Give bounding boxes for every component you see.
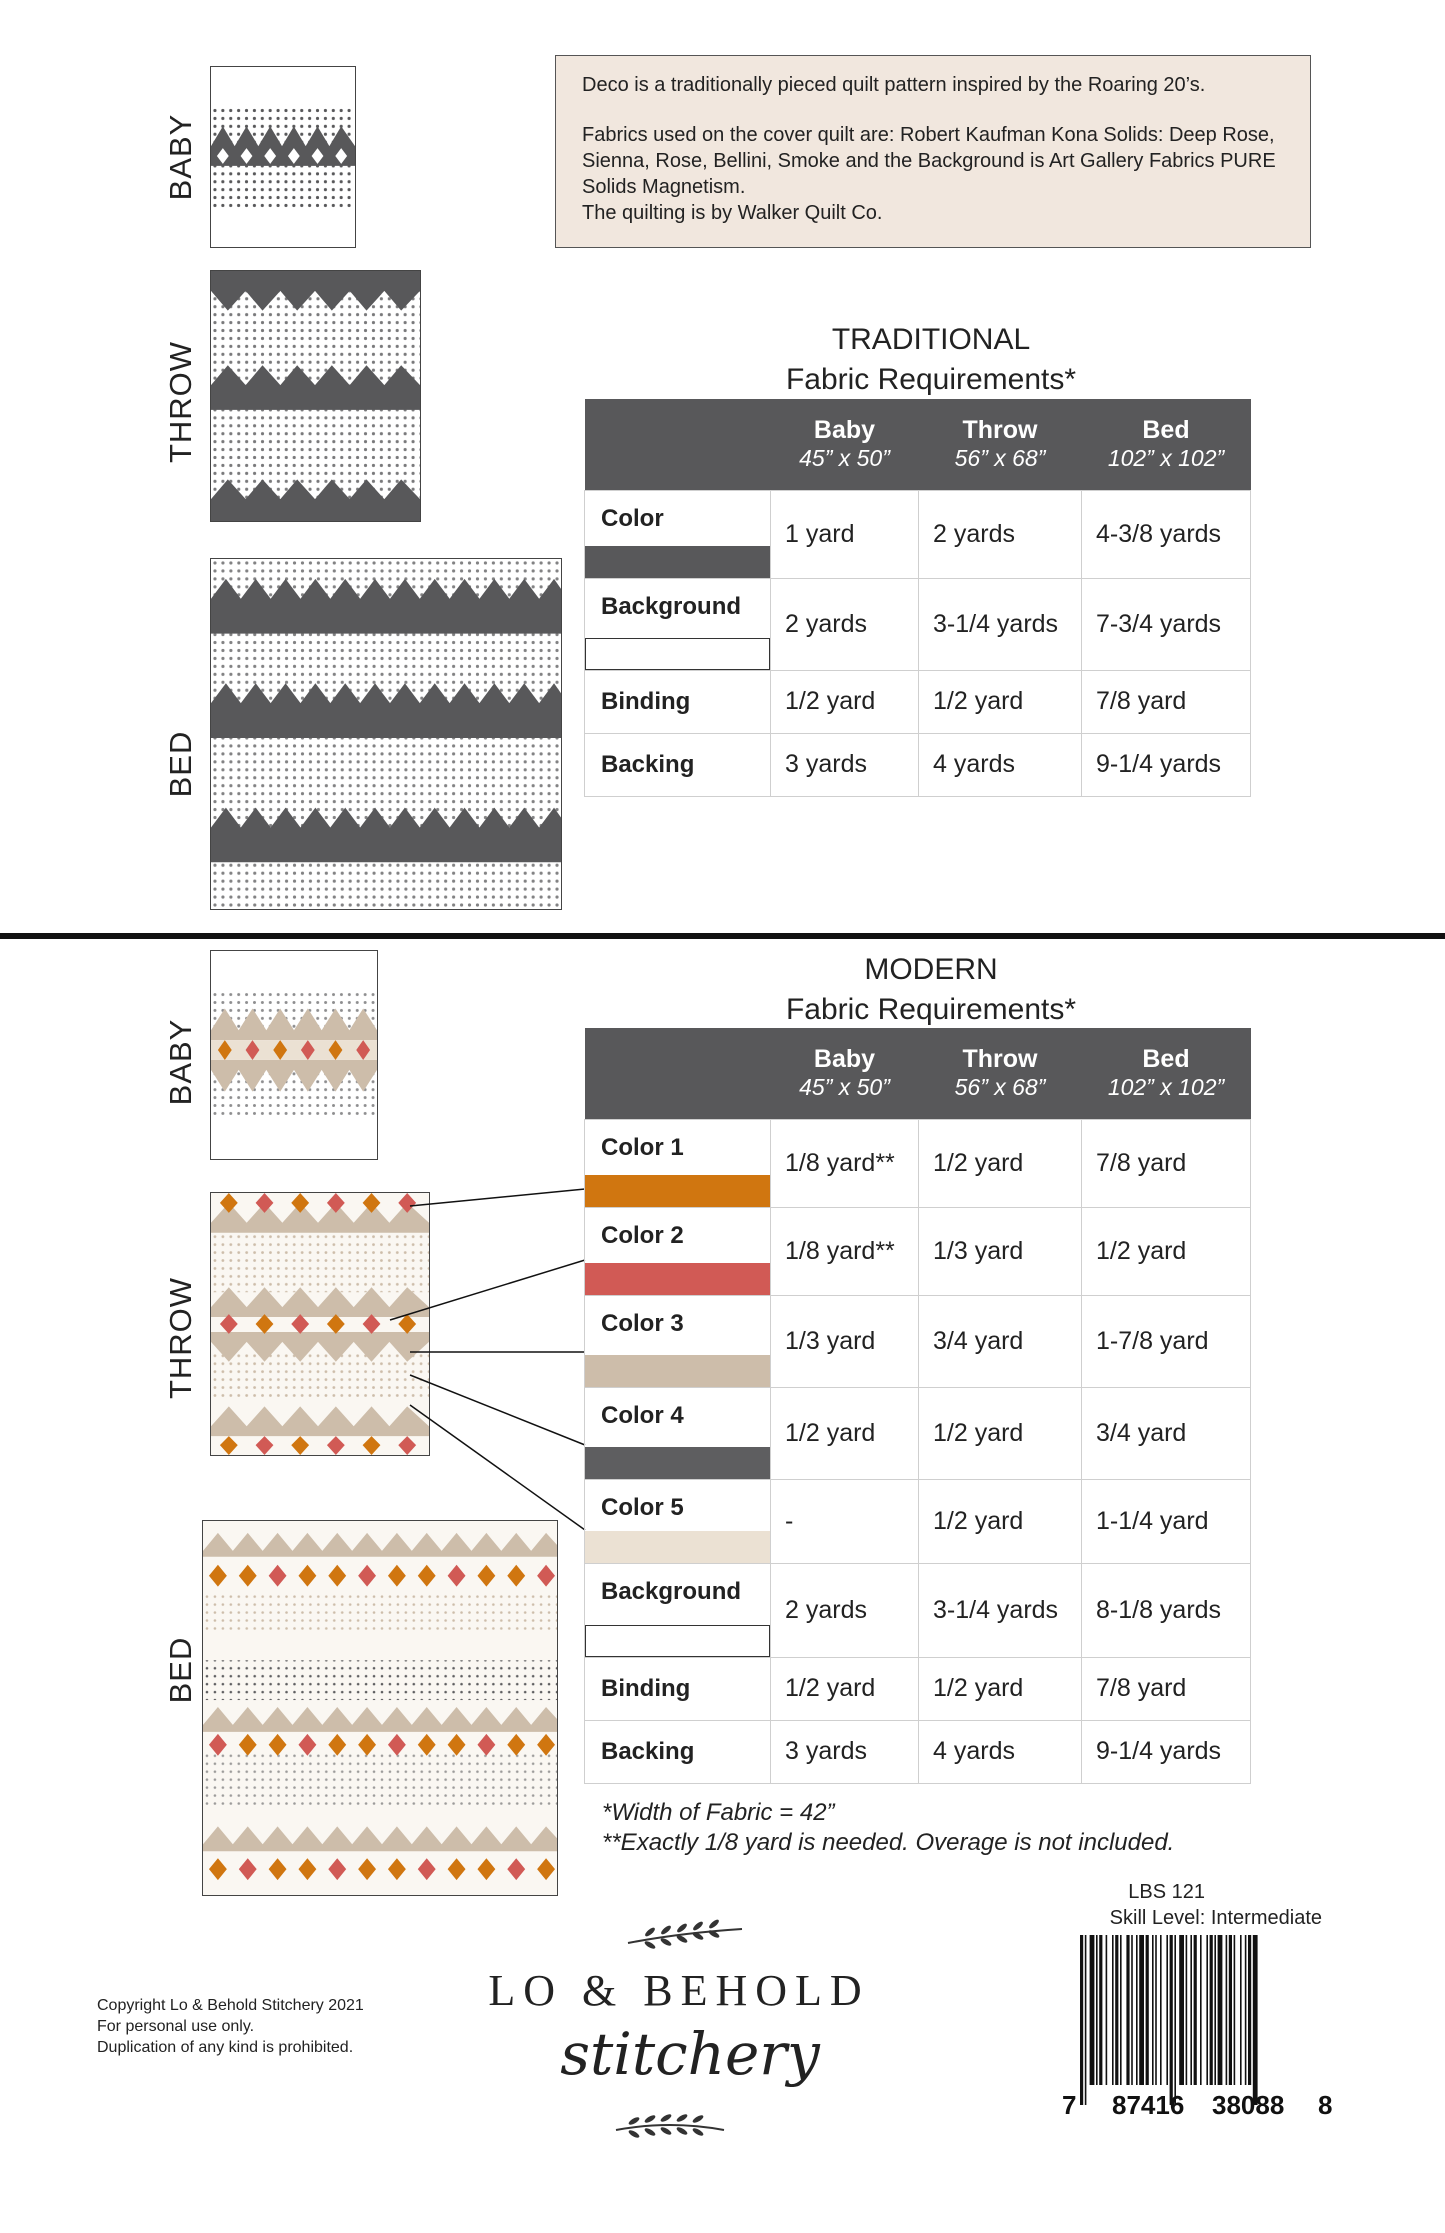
quilt-pattern <box>203 1521 557 1895</box>
row-label: Background <box>601 592 742 620</box>
copyright-block <box>97 1995 364 2058</box>
barcode-bar <box>1080 1935 1083 2105</box>
table-cell: 4-3/8 yards <box>1082 490 1251 578</box>
table-header-row <box>585 1028 1251 1119</box>
quilt-pattern <box>211 271 420 521</box>
table-row <box>585 490 1251 578</box>
row-label: Color 4 <box>601 1401 684 1429</box>
table-cell: 7/8 yard <box>1082 1119 1251 1207</box>
barcode-bar <box>1099 1935 1102 2085</box>
header-baby: Baby 45” x 50” <box>771 1028 919 1119</box>
row-label: Color 2 <box>601 1221 684 1249</box>
table-row <box>585 1657 1251 1720</box>
table-cell: 1/2 yard <box>919 1119 1082 1207</box>
barcode-bar <box>1200 1935 1202 2085</box>
table-cell: 3/4 yard <box>919 1295 1082 1387</box>
table-row <box>585 1295 1251 1387</box>
brand-name: LO & BEHOLD <box>488 1966 870 2015</box>
table-cell: 1/2 yard <box>771 1657 919 1720</box>
barcode-bar <box>1090 1935 1095 2085</box>
barcode-bar <box>1240 1935 1242 2085</box>
copyright-line: For personal use only. <box>97 2018 255 2035</box>
size-label-throw: THROW <box>163 1276 198 1400</box>
barcode-digits-1: 87416 <box>1112 2090 1185 2120</box>
size-label-baby: BABY <box>163 1018 198 1106</box>
barcode <box>1080 1935 1320 2110</box>
table-cell: 7-3/4 yards <box>1082 578 1251 670</box>
color-swatch <box>585 1355 770 1387</box>
barcode-bar <box>1120 1935 1122 2085</box>
table-cell: 1-1/4 yard <box>1082 1479 1251 1563</box>
modern-baby-quilt <box>210 950 378 1160</box>
table-cell: 1/2 yard <box>919 1479 1082 1563</box>
intro-line-3: The quilting is by Walker Quilt Co. <box>582 202 883 224</box>
barcode-bars <box>1080 1935 1320 2105</box>
table-cell: 1/2 yard <box>919 1387 1082 1479</box>
header-bed: Bed 102” x 102” <box>1082 1028 1251 1119</box>
table-cell: 1/2 yard <box>919 670 1082 733</box>
table-cell: 2 yards <box>771 578 919 670</box>
color-swatch <box>585 546 770 578</box>
row-label: Binding <box>601 687 691 715</box>
copyright-line: Duplication of any kind is prohibited. <box>97 2039 354 2056</box>
quilt-pattern <box>211 67 355 247</box>
table-cell: 7/8 yard <box>1082 670 1251 733</box>
size-label-throw: THROW <box>163 340 198 464</box>
table-cell: 3-1/4 yards <box>919 578 1082 670</box>
section-divider <box>0 933 1445 939</box>
barcode-digit-right: 8 <box>1318 2090 1333 2120</box>
table-cell: 2 yards <box>919 490 1082 578</box>
row-label: Color 3 <box>601 1309 684 1337</box>
intro-line-1: Deco is a traditionally pieced quilt pattern inspired by the Roaring 20’s. <box>582 74 1206 96</box>
header-baby: Baby 45” x 50” <box>771 399 919 490</box>
size-label-bed: BED <box>163 730 198 798</box>
modern-subtitle: Fabric Requirements* <box>785 993 1077 1026</box>
barcode-bar <box>1245 1935 1247 2085</box>
barcode-bar <box>1179 1935 1184 2085</box>
table-row <box>585 1720 1251 1783</box>
row-label: Color 1 <box>601 1133 684 1161</box>
header-empty <box>585 399 771 490</box>
quilt-pattern <box>211 1193 429 1455</box>
row-label: Backing <box>601 1737 695 1765</box>
header-throw: Throw 56” x 68” <box>919 399 1082 490</box>
barcode-bar <box>1186 1935 1188 2085</box>
skill-level: Skill Level: Intermediate <box>1109 1907 1322 1929</box>
barcode-bar <box>1146 1935 1149 2085</box>
table-row <box>585 1119 1251 1207</box>
row-label: Backing <box>601 750 695 778</box>
barcode-bar <box>1170 1935 1173 2105</box>
barcode-bar <box>1234 1935 1236 2085</box>
color-swatch <box>585 1447 770 1479</box>
color-swatch <box>585 1531 770 1563</box>
barcode-bar <box>1115 1935 1118 2085</box>
quilt-pattern <box>211 559 561 909</box>
barcode-bar <box>1106 1935 1108 2085</box>
modern-requirements-table <box>584 1028 1251 1784</box>
color-swatch <box>585 1175 770 1207</box>
copyright-line: Copyright Lo & Behold Stitchery 2021 <box>97 1997 364 2014</box>
barcode-bar <box>1229 1935 1232 2085</box>
table-cell: 3 yards <box>771 1720 919 1783</box>
barcode-bar <box>1131 1935 1133 2085</box>
barcode-bar <box>1174 1935 1176 2105</box>
barcode-bar <box>1214 1935 1216 2085</box>
table-cell: 1/3 yard <box>919 1207 1082 1295</box>
barcode-bar <box>1096 1935 1098 2085</box>
laurel-icon <box>620 1915 750 1955</box>
footnote-overage: **Exactly 1/8 yard is needed. Overage is not included. <box>602 1829 1175 1856</box>
barcode-bar <box>1218 1935 1223 2085</box>
header-throw: Throw 56” x 68” <box>919 1028 1082 1119</box>
barcode-bar <box>1194 1935 1197 2085</box>
barcode-bar <box>1152 1935 1154 2085</box>
table-cell: 1/2 yard <box>771 1387 919 1479</box>
barcode-bar <box>1166 1935 1168 2085</box>
table-cell: 3 yards <box>771 733 919 796</box>
modern-title: MODERN <box>864 953 998 986</box>
barcode-bar <box>1136 1935 1138 2085</box>
table-cell: 1/2 yard <box>919 1657 1082 1720</box>
table-header-row <box>585 399 1251 490</box>
table-cell: 1/3 yard <box>771 1295 919 1387</box>
intro-line-2: Fabrics used on the cover quilt are: Robert Kaufman Kona Solids: Deep Rose, Sienna, Rose, Bellini, Smoke and the Background is Art Gallery Fabrics PURE Solids Magnetism. <box>582 124 1276 198</box>
row-label: Color <box>601 504 664 532</box>
traditional-bed-quilt <box>210 558 562 910</box>
header-empty <box>585 1028 771 1119</box>
barcode-digits-2: 38088 <box>1212 2090 1285 2120</box>
table-cell: 1/2 yard <box>771 670 919 733</box>
barcode-bar <box>1190 1935 1192 2085</box>
table-cell: - <box>771 1479 919 1563</box>
intro-box <box>555 55 1311 248</box>
footnote-width: *Width of Fabric = 42” <box>602 1799 835 1826</box>
table-cell: 1-7/8 yard <box>1082 1295 1251 1387</box>
table-row <box>585 1387 1251 1479</box>
row-label: Background <box>601 1577 742 1605</box>
header-bed: Bed 102” x 102” <box>1082 399 1251 490</box>
barcode-bar <box>1226 1935 1228 2085</box>
connector-line <box>410 1189 585 1206</box>
barcode-bar <box>1139 1935 1144 2085</box>
row-label: Color 5 <box>601 1493 684 1521</box>
color-swatch <box>585 638 770 670</box>
traditional-throw-quilt <box>210 270 421 522</box>
barcode-bar <box>1253 1935 1258 2105</box>
barcode-bar <box>1206 1935 1208 2085</box>
barcode-bar <box>1085 1935 1087 2105</box>
table-cell: 8-1/8 yards <box>1082 1563 1251 1657</box>
table-row <box>585 1207 1251 1295</box>
color-swatch <box>585 1263 770 1295</box>
barcode-bar <box>1248 1935 1251 2085</box>
table-cell: 1 yard <box>771 490 919 578</box>
table-cell: 7/8 yard <box>1082 1657 1251 1720</box>
row-label: Binding <box>601 1674 691 1702</box>
table-cell: 9-1/4 yards <box>1082 1720 1251 1783</box>
table-cell: 4 yards <box>919 1720 1082 1783</box>
traditional-subtitle: Fabric Requirements* <box>785 363 1077 396</box>
table-row <box>585 578 1251 670</box>
traditional-baby-quilt <box>210 66 356 248</box>
size-label-bed: BED <box>163 1636 198 1704</box>
table-cell: 3/4 yard <box>1082 1387 1251 1479</box>
barcode-bar <box>1126 1935 1129 2085</box>
table-row <box>585 1479 1251 1563</box>
barcode-bar <box>1160 1935 1162 2085</box>
table-row <box>585 733 1251 796</box>
table-row <box>585 670 1251 733</box>
size-label-baby: BABY <box>163 113 198 201</box>
table-row <box>585 1563 1251 1657</box>
barcode-digit-left: 7 <box>1062 2090 1077 2120</box>
laurel-icon <box>610 2110 730 2146</box>
table-cell: 9-1/4 yards <box>1082 733 1251 796</box>
quilt-pattern <box>211 951 377 1159</box>
connector-line <box>410 1375 585 1445</box>
modern-bed-quilt <box>202 1520 558 1896</box>
barcode-bar <box>1155 1935 1157 2085</box>
brand-script: stitchery <box>560 2020 820 2088</box>
barcode-bar <box>1112 1935 1114 2085</box>
sku-label: LBS 121 <box>1128 1881 1205 1903</box>
table-cell: 4 yards <box>919 733 1082 796</box>
table-cell: 1/8 yard** <box>771 1207 919 1295</box>
traditional-title: TRADITIONAL <box>831 323 1031 356</box>
table-cell: 1/2 yard <box>1082 1207 1251 1295</box>
table-cell: 2 yards <box>771 1563 919 1657</box>
barcode-bar <box>1210 1935 1213 2085</box>
traditional-requirements-table <box>584 399 1251 797</box>
table-cell: 3-1/4 yards <box>919 1563 1082 1657</box>
modern-throw-quilt <box>210 1192 430 1456</box>
connector-line <box>410 1405 585 1530</box>
table-cell: 1/8 yard** <box>771 1119 919 1207</box>
color-swatch <box>585 1625 770 1657</box>
